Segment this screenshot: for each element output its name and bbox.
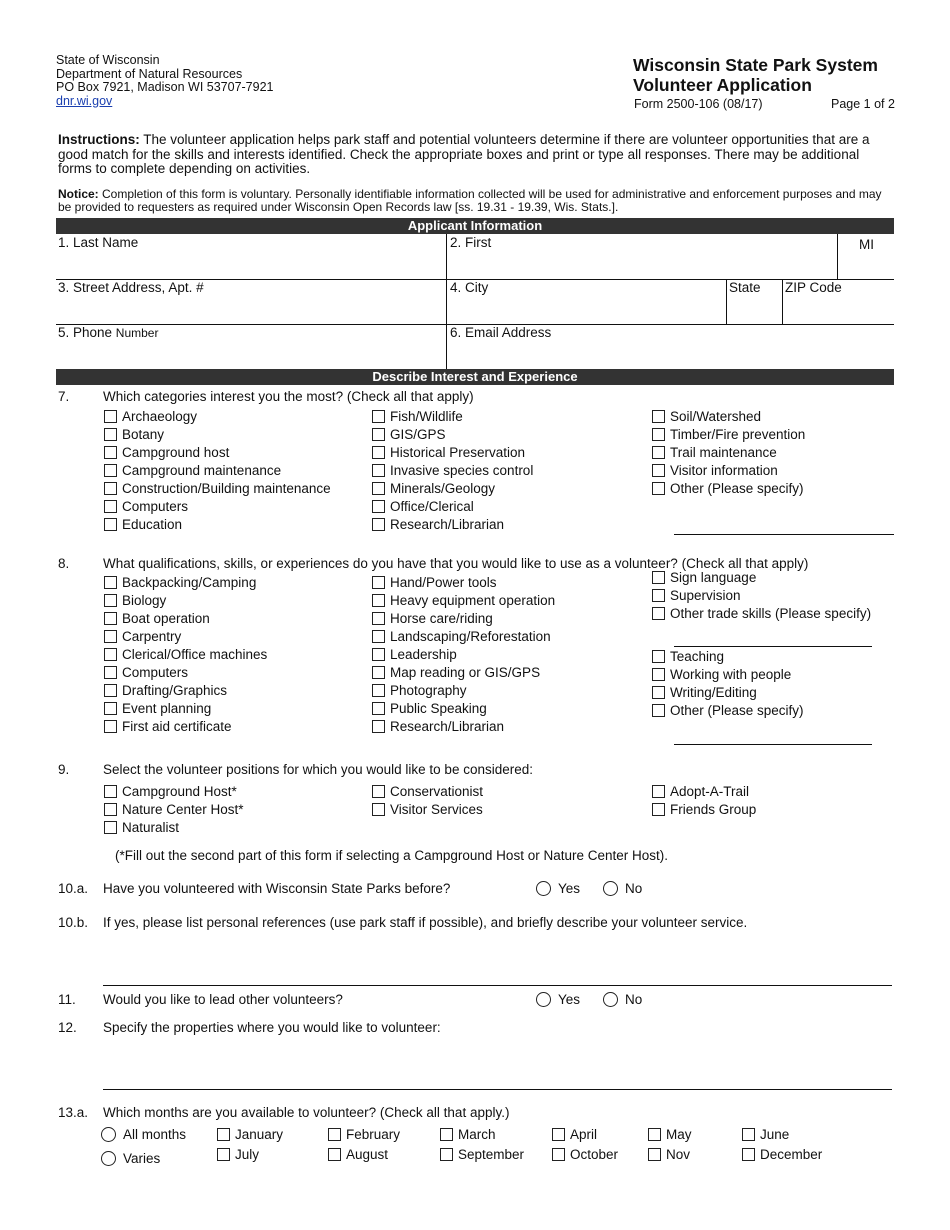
option-label: Photography bbox=[390, 683, 467, 698]
question-number: 8. bbox=[58, 556, 70, 571]
option-label: Minerals/Geology bbox=[390, 481, 496, 496]
checkbox[interactable] bbox=[652, 428, 665, 441]
month-option-september[interactable] bbox=[440, 1146, 524, 1164]
checkbox[interactable] bbox=[104, 630, 117, 643]
question-text: What qualifications, skills, or experiences do you have that you would like to use as a volunteer? (Check all that apply) bbox=[103, 556, 809, 571]
radio-button[interactable] bbox=[536, 881, 551, 896]
option-hand-power-tools[interactable] bbox=[372, 574, 555, 592]
option-label: Event planning bbox=[122, 701, 212, 716]
checkbox[interactable] bbox=[104, 576, 117, 589]
checkbox[interactable] bbox=[652, 704, 665, 717]
option-trail-maintenance[interactable] bbox=[652, 444, 805, 462]
option-sign-language[interactable] bbox=[652, 569, 871, 587]
title-line-1: Wisconsin State Park System bbox=[633, 55, 878, 75]
city-field[interactable] bbox=[447, 280, 726, 324]
checkbox[interactable] bbox=[440, 1148, 453, 1161]
checkbox[interactable] bbox=[372, 410, 385, 423]
option-fish-wildlife[interactable] bbox=[372, 408, 533, 426]
option-supervision[interactable] bbox=[652, 587, 871, 605]
option-education[interactable] bbox=[104, 516, 331, 534]
checkbox[interactable] bbox=[328, 1128, 341, 1141]
checkbox[interactable] bbox=[652, 589, 665, 602]
checkbox[interactable] bbox=[652, 650, 665, 663]
option-campground-host[interactable] bbox=[104, 444, 331, 462]
checkbox[interactable] bbox=[217, 1148, 230, 1161]
q9-column-3 bbox=[652, 783, 756, 819]
agency-address bbox=[56, 54, 274, 108]
q11-yes-option[interactable] bbox=[536, 991, 580, 1009]
month-label: May bbox=[666, 1127, 692, 1142]
option-landscaping-reforestation[interactable] bbox=[372, 628, 555, 646]
option-label: Map reading or GIS/GPS bbox=[390, 665, 541, 680]
month-label: January bbox=[235, 1127, 284, 1142]
option-photography[interactable] bbox=[372, 682, 555, 700]
checkbox[interactable] bbox=[742, 1128, 755, 1141]
q7-other-specify-line[interactable] bbox=[674, 534, 894, 535]
zip-code-label: ZIP Code bbox=[785, 280, 842, 295]
agency-line: PO Box 7921, Madison WI 53707-7921 bbox=[56, 80, 274, 94]
option-adopt-a-trail[interactable] bbox=[652, 783, 756, 801]
option-label: Campground Host* bbox=[122, 784, 237, 799]
option-label: All months bbox=[123, 1127, 187, 1142]
option-other-please-specify[interactable] bbox=[652, 480, 805, 498]
option-teaching[interactable] bbox=[652, 648, 804, 666]
varies-option[interactable] bbox=[101, 1150, 160, 1168]
option-label: Other (Please specify) bbox=[670, 703, 804, 718]
q8-other-specify-line[interactable] bbox=[674, 744, 872, 745]
option-invasive-species-control[interactable] bbox=[372, 462, 533, 480]
option-label: Construction/Building maintenance bbox=[122, 481, 331, 496]
option-minerals-geology[interactable] bbox=[372, 480, 533, 498]
website-link[interactable]: dnr.wi.gov bbox=[56, 93, 113, 108]
option-label: Drafting/Graphics bbox=[122, 683, 228, 698]
title-line-2: Volunteer Application bbox=[633, 75, 812, 95]
question-text: Select the volunteer positions for which you would like to be considered: bbox=[103, 762, 533, 777]
option-label: Carpentry bbox=[122, 629, 182, 644]
checkbox[interactable] bbox=[652, 571, 665, 584]
month-option-december[interactable] bbox=[742, 1146, 822, 1164]
option-label: Visitor information bbox=[670, 463, 778, 478]
option-label: Teaching bbox=[670, 649, 725, 664]
phone-label bbox=[58, 325, 158, 340]
option-label: Research/Librarian bbox=[390, 719, 505, 734]
q8-column-3b bbox=[652, 648, 804, 720]
checkbox[interactable] bbox=[652, 803, 665, 816]
option-label: Yes bbox=[558, 992, 581, 1007]
checkbox[interactable] bbox=[440, 1128, 453, 1141]
q10a-no-option[interactable] bbox=[603, 880, 642, 898]
option-label: Archaeology bbox=[122, 409, 198, 424]
phone-label-b: Number bbox=[115, 326, 159, 340]
question-text: Would you like to lead other volunteers? bbox=[103, 992, 343, 1007]
option-label: No bbox=[625, 881, 643, 896]
option-label: Working with people bbox=[670, 667, 792, 682]
notice-label: Notice: bbox=[58, 187, 99, 201]
option-label: Horse care/riding bbox=[390, 611, 493, 626]
state-label: State bbox=[729, 280, 761, 295]
checkbox[interactable] bbox=[328, 1148, 341, 1161]
city-label: 4. City bbox=[450, 280, 489, 295]
option-label: Friends Group bbox=[670, 802, 757, 817]
checkbox[interactable] bbox=[104, 803, 117, 816]
month-label: December bbox=[760, 1147, 823, 1162]
option-label: Landscaping/Reforestation bbox=[390, 629, 551, 644]
option-public-speaking[interactable] bbox=[372, 700, 555, 718]
first-name-field[interactable] bbox=[447, 234, 837, 279]
instructions bbox=[58, 133, 894, 177]
month-label: February bbox=[346, 1127, 401, 1142]
option-label: Adopt-A-Trail bbox=[670, 784, 750, 799]
checkbox[interactable] bbox=[372, 785, 385, 798]
option-construction-building-maintenance[interactable] bbox=[104, 480, 331, 498]
checkbox[interactable] bbox=[104, 785, 117, 798]
question-text: If yes, please list personal references (use park staff if possible), and briefly describe your volunteer service. bbox=[103, 915, 748, 930]
q9-note: (*Fill out the second part of this form if selecting a Campground Host or Nature Center Host). bbox=[115, 848, 668, 863]
option-label: No bbox=[625, 992, 643, 1007]
checkbox[interactable] bbox=[104, 446, 117, 459]
checkbox[interactable] bbox=[104, 594, 117, 607]
q8-column-1 bbox=[104, 574, 267, 736]
month-label: June bbox=[760, 1127, 790, 1142]
option-research-librarian[interactable] bbox=[372, 718, 555, 736]
option-research-librarian[interactable] bbox=[372, 516, 533, 534]
question-number: 10.a. bbox=[58, 881, 89, 896]
question-number: 7. bbox=[58, 389, 70, 404]
month-label: April bbox=[570, 1127, 598, 1142]
checkbox[interactable] bbox=[742, 1148, 755, 1161]
phone-label-a: 5. Phone bbox=[58, 325, 116, 340]
option-working-with-people[interactable] bbox=[652, 666, 804, 684]
checkbox[interactable] bbox=[372, 612, 385, 625]
radio-button[interactable] bbox=[101, 1151, 116, 1166]
checkbox[interactable] bbox=[104, 684, 117, 697]
checkbox[interactable] bbox=[372, 720, 385, 733]
checkbox[interactable] bbox=[104, 612, 117, 625]
option-visitor-services[interactable] bbox=[372, 801, 483, 819]
agency-line: Department of Natural Resources bbox=[56, 66, 243, 81]
option-label: Nature Center Host* bbox=[122, 802, 244, 817]
checkbox[interactable] bbox=[652, 686, 665, 699]
notice-text: Completion of this form is voluntary. Personally identifiable information collected will be used for administrative and enforcement purposes and may be provided to requesters as required under Wisconsin Open Records law [ss. 19.31 - 19.39, Wis. Stats.]. bbox=[58, 187, 882, 214]
option-label: Varies bbox=[123, 1151, 161, 1166]
option-label: Boat operation bbox=[122, 611, 210, 626]
answer-line bbox=[103, 985, 892, 986]
month-option-january[interactable] bbox=[217, 1126, 283, 1144]
radio-button[interactable] bbox=[101, 1127, 116, 1142]
option-label: Leadership bbox=[390, 647, 457, 662]
month-label: August bbox=[346, 1147, 389, 1162]
checkbox[interactable] bbox=[372, 500, 385, 513]
option-botany[interactable] bbox=[104, 426, 331, 444]
page-number: Page 1 of 2 bbox=[831, 97, 895, 111]
checkbox[interactable] bbox=[652, 464, 665, 477]
option-label: Other (Please specify) bbox=[670, 481, 804, 496]
checkbox[interactable] bbox=[104, 702, 117, 715]
option-boat-operation[interactable] bbox=[104, 610, 267, 628]
month-option-february[interactable] bbox=[328, 1126, 400, 1144]
question-number: 12. bbox=[58, 1020, 77, 1035]
option-gis-gps[interactable] bbox=[372, 426, 533, 444]
checkbox[interactable] bbox=[372, 630, 385, 643]
option-label: Fish/Wildlife bbox=[390, 409, 463, 424]
checkbox[interactable] bbox=[552, 1148, 565, 1161]
instructions-label: Instructions: bbox=[58, 132, 140, 147]
month-option-may[interactable] bbox=[648, 1126, 692, 1144]
question-number: 10.b. bbox=[58, 915, 89, 930]
middle-initial-label: MI bbox=[859, 237, 874, 252]
option-soil-watershed[interactable] bbox=[652, 408, 805, 426]
checkbox[interactable] bbox=[372, 482, 385, 495]
option-label: Office/Clerical bbox=[390, 499, 474, 514]
checkbox[interactable] bbox=[652, 607, 665, 620]
q9-column-2 bbox=[372, 783, 483, 819]
month-option-march[interactable] bbox=[440, 1126, 496, 1144]
q8-other-trade-specify-line[interactable] bbox=[674, 646, 872, 647]
checkbox[interactable] bbox=[217, 1128, 230, 1141]
option-computers[interactable] bbox=[104, 664, 267, 682]
month-label: July bbox=[235, 1147, 260, 1162]
option-other-please-specify[interactable] bbox=[652, 702, 804, 720]
month-option-october[interactable] bbox=[552, 1146, 618, 1164]
checkbox[interactable] bbox=[652, 446, 665, 459]
option-label: Timber/Fire prevention bbox=[670, 427, 806, 442]
option-first-aid-certificate[interactable] bbox=[104, 718, 267, 736]
option-campground-maintenance[interactable] bbox=[104, 462, 331, 480]
q11-no-option[interactable] bbox=[603, 991, 642, 1009]
option-label: Other trade skills (Please specify) bbox=[670, 606, 872, 621]
checkbox[interactable] bbox=[372, 702, 385, 715]
form-title bbox=[633, 55, 878, 95]
first-name-label: 2. First bbox=[450, 235, 492, 250]
option-label: Naturalist bbox=[122, 820, 180, 835]
checkbox[interactable] bbox=[372, 666, 385, 679]
option-event-planning[interactable] bbox=[104, 700, 267, 718]
option-label: Clerical/Office machines bbox=[122, 647, 268, 662]
section-applicant-information: Applicant Information bbox=[56, 218, 894, 234]
month-option-august[interactable] bbox=[328, 1146, 388, 1164]
checkbox[interactable] bbox=[652, 668, 665, 681]
checkbox[interactable] bbox=[104, 410, 117, 423]
checkbox[interactable] bbox=[552, 1128, 565, 1141]
notice bbox=[58, 188, 894, 214]
option-label: Historical Preservation bbox=[390, 445, 526, 460]
option-computers[interactable] bbox=[104, 498, 331, 516]
checkbox[interactable] bbox=[104, 821, 117, 834]
option-label: First aid certificate bbox=[122, 719, 232, 734]
option-label: Invasive species control bbox=[390, 463, 534, 478]
option-label: Hand/Power tools bbox=[390, 575, 497, 590]
option-timber-fire-prevention[interactable] bbox=[652, 426, 805, 444]
section-interest-experience: Describe Interest and Experience bbox=[56, 369, 894, 385]
option-label: Conservationist bbox=[390, 784, 484, 799]
option-map-reading-or-gis-gps[interactable] bbox=[372, 664, 555, 682]
option-label: Yes bbox=[558, 881, 581, 896]
option-label: Sign language bbox=[670, 570, 757, 585]
option-nature-center-host[interactable] bbox=[104, 801, 244, 819]
month-label: October bbox=[570, 1147, 619, 1162]
option-label: GIS/GPS bbox=[390, 427, 446, 442]
checkbox[interactable] bbox=[652, 785, 665, 798]
option-historical-preservation[interactable] bbox=[372, 444, 533, 462]
q7-column-1 bbox=[104, 408, 331, 534]
q10a-yes-option[interactable] bbox=[536, 880, 580, 898]
option-label: Heavy equipment operation bbox=[390, 593, 556, 608]
option-label: Campground host bbox=[122, 445, 230, 460]
option-label: Computers bbox=[122, 499, 189, 514]
checkbox[interactable] bbox=[104, 720, 117, 733]
q12-properties-field[interactable] bbox=[103, 1040, 892, 1089]
radio-button[interactable] bbox=[536, 992, 551, 1007]
option-label: Public Speaking bbox=[390, 701, 487, 716]
radio-button[interactable] bbox=[603, 992, 618, 1007]
option-biology[interactable] bbox=[104, 592, 267, 610]
question-number: 9. bbox=[58, 762, 70, 777]
option-label: Campground maintenance bbox=[122, 463, 282, 478]
question-number: 13.a. bbox=[58, 1105, 89, 1120]
option-visitor-information[interactable] bbox=[652, 462, 805, 480]
q7-column-3 bbox=[652, 408, 805, 498]
answer-line bbox=[103, 1089, 892, 1090]
checkbox[interactable] bbox=[372, 648, 385, 661]
checkbox[interactable] bbox=[652, 410, 665, 423]
option-label: Computers bbox=[122, 665, 189, 680]
month-option-june[interactable] bbox=[742, 1126, 789, 1144]
option-label: Biology bbox=[122, 593, 167, 608]
checkbox[interactable] bbox=[104, 500, 117, 513]
option-horse-care-riding[interactable] bbox=[372, 610, 555, 628]
option-label: Education bbox=[122, 517, 183, 532]
option-clerical-office-machines[interactable] bbox=[104, 646, 267, 664]
question-text: Which months are you available to volunteer? (Check all that apply.) bbox=[103, 1105, 510, 1120]
checkbox[interactable] bbox=[648, 1128, 661, 1141]
checkbox[interactable] bbox=[372, 446, 385, 459]
checkbox[interactable] bbox=[104, 464, 117, 477]
option-label: Research/Librarian bbox=[390, 517, 505, 532]
option-other-trade-skills-please-specify[interactable] bbox=[652, 605, 871, 623]
last-name-label: 1. Last Name bbox=[58, 235, 139, 250]
option-label: Trail maintenance bbox=[670, 445, 777, 460]
street-address-label: 3. Street Address, Apt. # bbox=[58, 280, 204, 295]
option-archaeology[interactable] bbox=[104, 408, 331, 426]
option-naturalist[interactable] bbox=[104, 819, 244, 837]
checkbox[interactable] bbox=[104, 428, 117, 441]
option-label: Botany bbox=[122, 427, 165, 442]
question-text: Specify the properties where you would like to volunteer: bbox=[103, 1020, 441, 1035]
month-option-april[interactable] bbox=[552, 1126, 597, 1144]
agency-line: State of Wisconsin bbox=[56, 53, 160, 67]
checkbox[interactable] bbox=[372, 576, 385, 589]
radio-button[interactable] bbox=[603, 881, 618, 896]
checkbox[interactable] bbox=[372, 518, 385, 531]
checkbox[interactable] bbox=[648, 1148, 661, 1161]
month-option-july[interactable] bbox=[217, 1146, 259, 1164]
checkbox[interactable] bbox=[372, 594, 385, 607]
checkbox[interactable] bbox=[104, 518, 117, 531]
option-writing-editing[interactable] bbox=[652, 684, 804, 702]
option-carpentry[interactable] bbox=[104, 628, 267, 646]
option-label: Backpacking/Camping bbox=[122, 575, 257, 590]
option-heavy-equipment-operation[interactable] bbox=[372, 592, 555, 610]
checkbox[interactable] bbox=[372, 428, 385, 441]
all-months-option[interactable] bbox=[101, 1126, 186, 1144]
q7-column-2 bbox=[372, 408, 533, 534]
option-drafting-graphics[interactable] bbox=[104, 682, 267, 700]
month-label: Nov bbox=[666, 1147, 691, 1162]
form-number: Form 2500-106 (08/17) bbox=[634, 97, 763, 111]
q8-column-3a bbox=[652, 569, 871, 623]
option-conservationist[interactable] bbox=[372, 783, 483, 801]
checkbox[interactable] bbox=[104, 666, 117, 679]
checkbox[interactable] bbox=[104, 648, 117, 661]
email-label: 6. Email Address bbox=[450, 325, 552, 340]
option-backpacking-camping[interactable] bbox=[104, 574, 267, 592]
question-text: Which categories interest you the most? (Check all that apply) bbox=[103, 389, 474, 404]
option-friends-group[interactable] bbox=[652, 801, 756, 819]
checkbox[interactable] bbox=[372, 684, 385, 697]
option-label: Soil/Watershed bbox=[670, 409, 762, 424]
q8-column-2 bbox=[372, 574, 555, 736]
checkbox[interactable] bbox=[372, 803, 385, 816]
option-leadership[interactable] bbox=[372, 646, 555, 664]
option-label: Visitor Services bbox=[390, 802, 483, 817]
q9-column-1 bbox=[104, 783, 244, 837]
option-label: Supervision bbox=[670, 588, 741, 603]
option-label: Writing/Editing bbox=[670, 685, 757, 700]
checkbox[interactable] bbox=[652, 482, 665, 495]
question-text: Have you volunteered with Wisconsin State Parks before? bbox=[103, 881, 451, 896]
option-campground-host[interactable] bbox=[104, 783, 244, 801]
question-number: 11. bbox=[58, 992, 76, 1007]
instructions-text: The volunteer application helps park staff and potential volunteers determine if there are volunteer opportunities that are a good match for the skills and interests identified. Check the appropriate boxes and print or type all responses. There may be additional forms to complete depending on activities. bbox=[58, 132, 870, 176]
checkbox[interactable] bbox=[104, 482, 117, 495]
month-option-nov[interactable] bbox=[648, 1146, 690, 1164]
option-office-clerical[interactable] bbox=[372, 498, 533, 516]
month-label: September bbox=[458, 1147, 525, 1162]
month-label: March bbox=[458, 1127, 496, 1142]
checkbox[interactable] bbox=[372, 464, 385, 477]
q10b-references-field[interactable] bbox=[103, 935, 892, 985]
